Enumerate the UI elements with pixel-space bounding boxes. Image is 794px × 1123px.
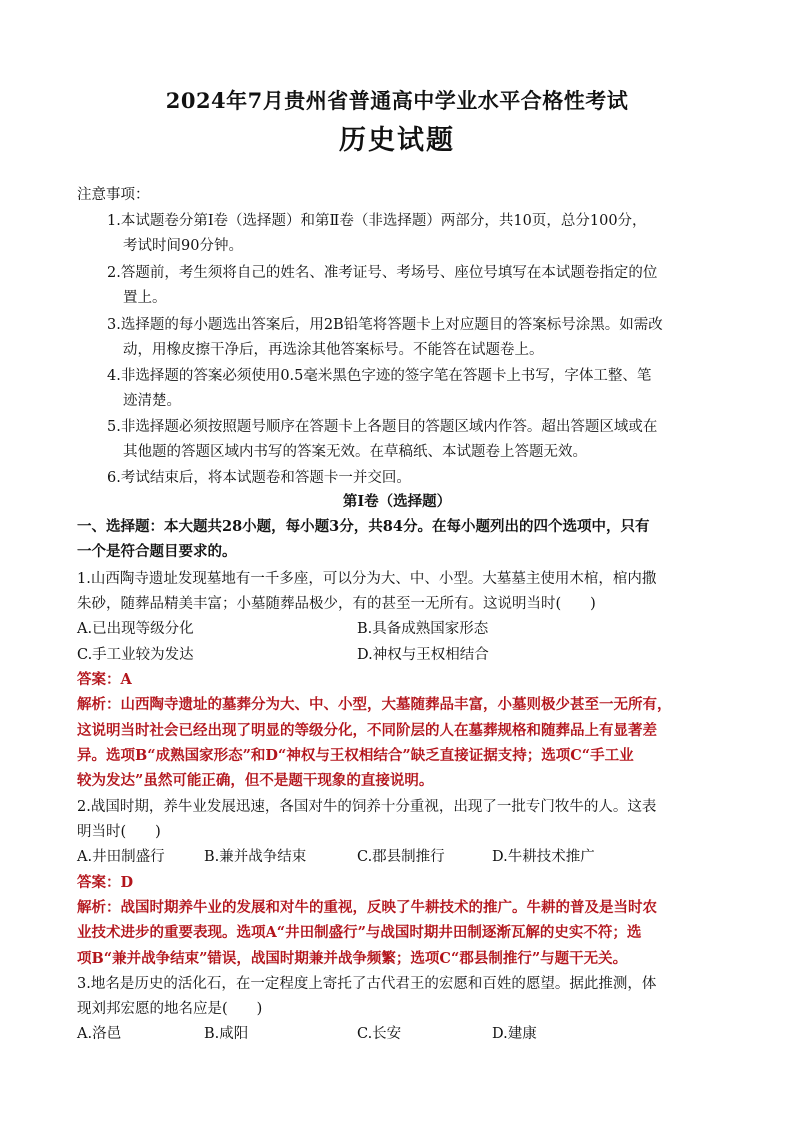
section-title: 第Ⅰ卷（选择题） <box>342 493 452 510</box>
notice-item-2-line-2: 置上。 <box>123 290 167 306</box>
question-2-stem-line-1: 2.战国时期，养牛业发展迅速，各国对牛的饲养十分重视，出现了一批专门牧牛的人。这表 <box>77 799 657 815</box>
question-3-option-c: C.长安 <box>357 1026 402 1042</box>
question-1-stem-line-2: 朱砂，随葬品精美丰富；小墓随葬品极少，有的甚至一无所有。这说明当时( ) <box>77 596 596 612</box>
section-instruction-line-1: 一、选择题：本大题共28小题，每小题3分，共84分。在每小题列出的四个选项中，只有 <box>77 518 650 535</box>
question-2-option-b: B.兼并战争结束 <box>204 849 307 865</box>
question-3-option-a: A.洛邑 <box>77 1026 122 1042</box>
question-1-option-a: A.已出现等级分化 <box>77 621 194 637</box>
notice-item-5-line-2: 其他题的答题区域内书写的答案无效。在草稿纸、本试题卷上答题无效。 <box>123 444 587 460</box>
exam-subtitle: 历史试题 <box>339 125 455 156</box>
question-1-stem-line-1: 1.山西陶寺遗址发现墓地有一千多座，可以分为大、中、小型。大墓墓主使用木棺，棺内撒 <box>77 571 657 587</box>
question-2-analysis-line-1: 解析：战国时期养牛业的发展和对牛的重视，反映了牛耕技术的推广。牛耕的普及是当时农 <box>77 899 657 916</box>
question-2-stem-line-2: 明当时( ) <box>77 824 161 840</box>
question-1-analysis-line-4: 较为发达”虽然可能正确，但不是题干现象的直接说明。 <box>77 772 434 789</box>
notice-item-6: 6.考试结束后，将本试题卷和答题卡一并交回。 <box>107 470 411 486</box>
question-1-analysis-line-2: 这说明当时社会已经出现了明显的等级分化，不同阶层的人在墓葬规格和随葬品上有显著差 <box>77 722 657 739</box>
notice-item-3-line-2: 动，用橡皮擦干净后，再选涂其他答案标号。不能答在试题卷上。 <box>123 342 544 358</box>
question-3-stem-line-1: 3.地名是历史的活化石，在一定程度上寄托了古代君王的宏愿和百姓的愿望。据此推测，体 <box>77 976 657 992</box>
section-instruction-line-2: 一个是符合题目要求的。 <box>77 543 237 560</box>
question-3-stem-line-2: 现刘邦宏愿的地名应是( ) <box>77 1001 263 1017</box>
question-1-analysis-line-3: 异。选项B“成熟国家形态”和D“神权与王权相结合”缺乏直接证据支持；选项C“手工业 <box>77 747 634 764</box>
question-2-analysis-line-2: 业技术进步的重要表现。选项A“井田制盛行”与战国时期井田制逐渐瓦解的史实不符；选 <box>77 924 642 941</box>
question-1-answer: 答案：A <box>77 671 132 688</box>
notice-item-5-line-1: 5.非选择题必须按照题号顺序在答题卡上各题目的答题区域内作答。超出答题区域或在 <box>107 419 658 435</box>
question-3-option-b: B.咸阳 <box>204 1026 249 1042</box>
question-1-option-d: D.神权与王权相结合 <box>357 647 489 663</box>
exam-title: 2024年7月贵州省普通高中学业水平合格性考试 <box>165 88 629 113</box>
notice-item-4-line-1: 4.非选择题的答案必须使用0.5毫米黑色字迹的签字笔在答题卡上书写，字体工整、笔 <box>107 368 652 384</box>
question-1-analysis-line-1: 解析：山西陶寺遗址的墓葬分为大、中、小型，大墓随葬品丰富，小墓则极少甚至一无所有， <box>77 696 672 713</box>
notice-item-1-line-1: 1.本试题卷分第Ⅰ卷（选择题）和第Ⅱ卷（非选择题）两部分，共10页，总分100分， <box>107 213 647 229</box>
question-2-option-d: D.牛耕技术推广 <box>492 849 595 865</box>
question-3-option-d: D.建康 <box>492 1026 537 1042</box>
question-1-option-b: B.具备成熟国家形态 <box>357 621 489 637</box>
question-2-option-a: A.井田制盛行 <box>77 849 165 865</box>
notice-item-4-line-2: 迹清楚。 <box>123 393 181 409</box>
notice-heading: 注意事项： <box>77 187 150 203</box>
notice-item-3-line-1: 3.选择题的每小题选出答案后，用2B铅笔将答题卡上对应题目的答案标号涂黑。如需改 <box>107 317 663 333</box>
question-2-analysis-line-3: 项B“兼并战争结束”错误，战国时期兼并战争频繁；选项C“郡县制推行”与题干无关。 <box>77 950 628 967</box>
question-2-option-c: C.郡县制推行 <box>357 849 445 865</box>
notice-item-2-line-1: 2.答题前，考生须将自己的姓名、准考证号、考场号、座位号填写在本试题卷指定的位 <box>107 265 658 281</box>
question-2-answer: 答案：D <box>77 874 134 891</box>
notice-item-1-line-2: 考试时间90分钟。 <box>123 238 243 254</box>
question-1-option-c: C.手工业较为发达 <box>77 647 194 663</box>
